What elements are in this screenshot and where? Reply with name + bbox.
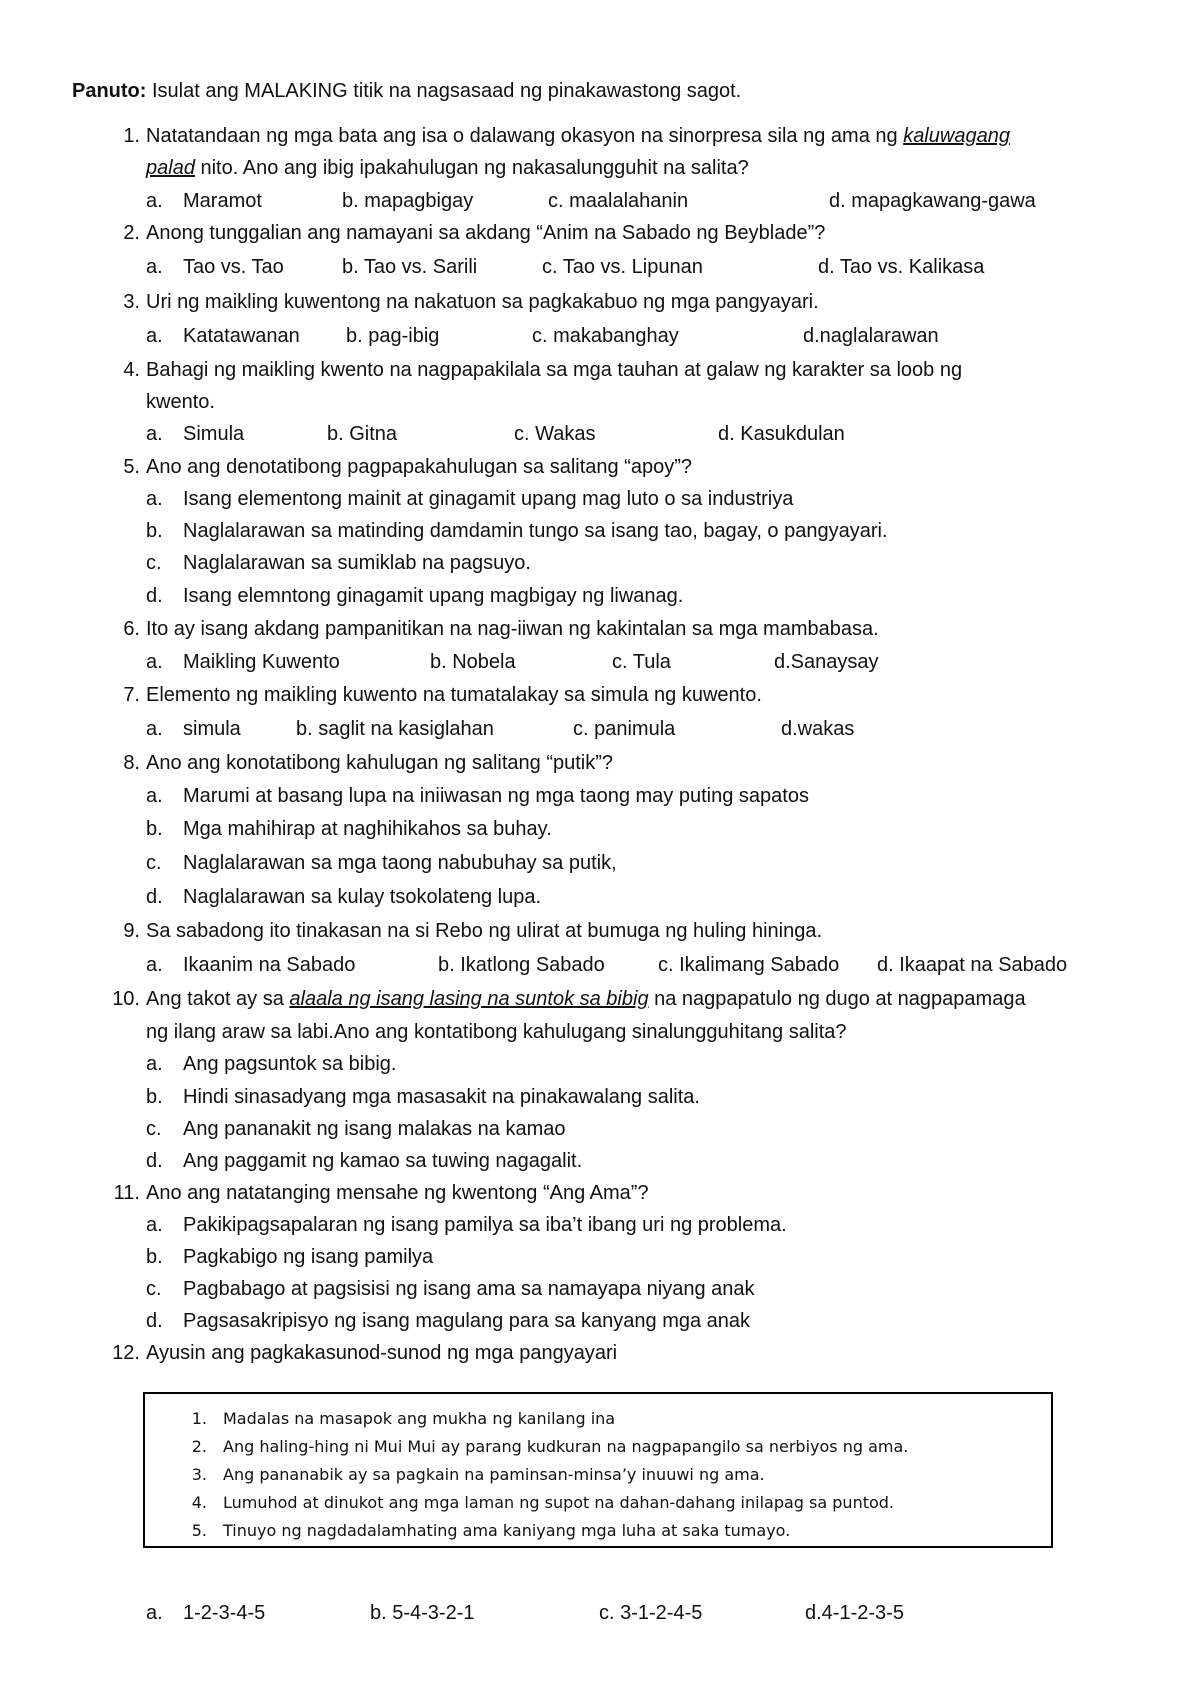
option-letter: b. (146, 1246, 163, 1268)
option-d: d.Sanaysay (774, 651, 879, 673)
option-b: Mga mahihirap at naghihikahos sa buhay. (183, 818, 552, 840)
question-text-part: na nagpapatulo ng dugo at nagpapamaga (648, 988, 1026, 1010)
option-a: Maikling Kuwento (183, 651, 340, 673)
option-c: Naglalarawan sa sumiklab na pagsuyo. (183, 552, 531, 574)
option-letter: a. (146, 488, 163, 510)
sequence-item (187, 1520, 1047, 1542)
option-letter: d. (146, 1150, 163, 1172)
question-text: Ano ang konotatibong kahulugan ng salitang “putik”? (146, 752, 614, 774)
question-text-line2: ng ilang araw sa labi.Ano ang kontatibong kahulugang sinalungguhitang salita? (146, 1021, 847, 1043)
option-b: b. Ikatlong Sabado (438, 954, 605, 976)
option-letter: a. (146, 325, 163, 347)
option-a: 1-2-3-4-5 (183, 1602, 266, 1624)
sequence-number: 1. (191, 1409, 207, 1428)
sequence-number: 2. (191, 1437, 207, 1456)
option-d: Pagsasakripisyo ng isang magulang para sa kanyang mga anak (183, 1310, 751, 1332)
option-a: Katatawanan (183, 325, 300, 347)
option-letter: a. (146, 954, 163, 976)
question-text-part: Natatandaan ng mga bata ang isa o dalawang okasyon na sinorpresa sila ng ama ng (146, 125, 904, 147)
question-text (146, 123, 1010, 149)
option-letter: a. (146, 651, 163, 673)
sequence-item (187, 1408, 1047, 1430)
option-a: Simula (183, 423, 245, 445)
question-text: Ano ang denotatibong pagpapakahulugan sa salitang “apoy”? (146, 456, 692, 478)
question-text: Anong tunggalian ang namayani sa akdang “Anim na Sabado ng Beyblade”? (146, 222, 826, 244)
question-number: 2. (123, 222, 140, 244)
question-text-part: Ang takot ay sa (146, 988, 290, 1010)
option-b: b. mapagbigay (342, 190, 474, 212)
option-letter: a. (146, 785, 163, 807)
question-number: 12. (112, 1342, 140, 1364)
question-text: Ito ay isang akdang pampanitikan na nag-iiwan ng kakintalan sa mga mambabasa. (146, 618, 879, 640)
option-b: b. Nobela (430, 651, 516, 673)
sequence-text: Ang haling-hing ni Mui Mui ay parang kudkuran na nagpapangilo sa nerbiyos ng ama. (223, 1437, 909, 1456)
option-a: Isang elementong mainit at ginagamit upang mag luto o sa industriya (183, 488, 794, 510)
option-letter: a. (146, 1602, 163, 1624)
option-letter: a. (146, 1053, 163, 1075)
option-letter: b. (146, 520, 163, 542)
question-number: 5. (123, 456, 140, 478)
option-d: d. mapagkawang-gawa (829, 190, 1036, 212)
option-a: Tao vs. Tao (183, 256, 284, 278)
question-text: Bahagi ng maikling kwento na nagpapakilala sa mga tauhan at galaw ng karakter sa loob ng (146, 359, 963, 381)
sequence-box (143, 1392, 1053, 1548)
option-letter: a. (146, 256, 163, 278)
option-a: Pakikipagsapalaran ng isang pamilya sa iba’t ibang uri ng problema. (183, 1214, 787, 1236)
option-letter: d. (146, 1310, 163, 1332)
question-number: 10. (112, 988, 140, 1010)
sequence-number: 4. (191, 1493, 207, 1512)
option-a: Ikaanim na Sabado (183, 954, 356, 976)
option-b: b. saglit na kasiglahan (296, 718, 494, 740)
option-c: c. panimula (573, 718, 676, 740)
instruction (72, 78, 741, 104)
question-text: Ayusin ang pagkakasunod-sunod ng mga pangyayari (146, 1342, 618, 1364)
option-letter: a. (146, 423, 163, 445)
option-d: d. Tao vs. Kalikasa (818, 256, 985, 278)
sequence-text: Lumuhod at dinukot ang mga laman ng supot na dahan-dahang inilapag sa puntod. (223, 1493, 895, 1512)
option-b: Naglalarawan sa matinding damdamin tungo sa isang tao, bagay, o pangyayari. (183, 520, 888, 542)
sequence-number: 5. (191, 1521, 207, 1540)
option-d: Isang elemntong ginagamit upang magbigay ng liwanag. (183, 585, 684, 607)
question-text: Uri ng maikling kuwentong na nakatuon sa pagkakabuo ng mga pangyayari. (146, 291, 819, 313)
question-text: Ano ang natatanging mensahe ng kwentong “Ang Ama”? (146, 1182, 649, 1204)
option-c: Pagbabago at pagsisisi ng isang ama sa namayapa niyang anak (183, 1278, 755, 1300)
instruction-label: Panuto: (72, 80, 147, 102)
option-b: b. pag-ibig (346, 325, 440, 347)
question-number: 6. (123, 618, 140, 640)
sequence-text: Ang pananabik ay sa pagkain na paminsan-minsa’y inuuwi ng ama. (223, 1465, 765, 1484)
option-b: Hindi sinasadyang mga masasakit na pinakawalang salita. (183, 1086, 700, 1108)
instruction-text: Isulat ang MALAKING titik na nagsasaad ng pinakawastong sagot. (146, 80, 742, 102)
question-text: Sa sabadong ito tinakasan na si Rebo ng ulirat at bumuga ng huling hininga. (146, 920, 823, 942)
option-b: b. Gitna (327, 423, 398, 445)
option-c: c. Wakas (514, 423, 596, 445)
question-text (146, 986, 1026, 1012)
option-letter: b. (146, 1086, 163, 1108)
sequence-text: Tinuyo ng nagdadalamhating ama kaniyang mga luha at saka tumayo. (223, 1521, 791, 1540)
option-letter: c. (146, 1278, 162, 1300)
option-b: Pagkabigo ng isang pamilya (183, 1246, 434, 1268)
option-letter: c. (146, 852, 162, 874)
option-letter: d. (146, 585, 163, 607)
sequence-item (187, 1436, 1047, 1458)
option-letter: d. (146, 886, 163, 908)
question-number: 4. (123, 359, 140, 381)
question-number: 11. (113, 1182, 140, 1204)
option-b: b. Tao vs. Sarili (342, 256, 478, 278)
option-c: c. Tao vs. Lipunan (542, 256, 703, 278)
question-number: 8. (123, 752, 140, 774)
option-letter: a. (146, 190, 163, 212)
sequence-item (187, 1464, 1047, 1486)
option-c: Ang pananakit ng isang malakas na kamao (183, 1118, 566, 1140)
option-d: d. Ikaapat na Sabado (877, 954, 1068, 976)
option-d: d.wakas (781, 718, 855, 740)
option-d: Ang paggamit ng kamao sa tuwing nagagalit. (183, 1150, 583, 1172)
option-letter: a. (146, 718, 163, 740)
option-c: c. maalalahanin (548, 190, 689, 212)
option-c: c. 3-1-2-4-5 (599, 1602, 703, 1624)
option-c: c. Tula (612, 651, 671, 673)
sequence-text: Madalas na masapok ang mukha ng kanilang ina (223, 1409, 616, 1428)
question-number: 7. (123, 684, 140, 706)
sequence-item (187, 1492, 1047, 1514)
option-d: d. Kasukdulan (718, 423, 845, 445)
question-text-part: nito. Ano ang ibig ipakahulugan ng nakasalungguhit na salita? (194, 157, 749, 179)
option-a: Marumi at basang lupa na iniiwasan ng mga taong may puting sapatos (183, 785, 809, 807)
option-c: c. makabanghay (532, 325, 679, 347)
option-c: Naglalarawan sa mga taong nabubuhay sa putik, (183, 852, 617, 874)
question-text-line2 (146, 155, 749, 181)
option-b: b. 5-4-3-2-1 (370, 1602, 475, 1624)
question-text: Elemento ng maikling kuwento na tumatalakay sa simula ng kuwento. (146, 684, 762, 706)
option-letter: c. (146, 552, 162, 574)
underlined-phrase: alaala ng isang lasing na suntok sa bibig (289, 988, 649, 1010)
option-letter: b. (146, 818, 163, 840)
sequence-number: 3. (191, 1465, 207, 1484)
option-d: Naglalarawan sa kulay tsokolateng lupa. (183, 886, 541, 908)
option-c: c. Ikalimang Sabado (658, 954, 840, 976)
underlined-phrase: palad (146, 157, 195, 179)
question-text-line2: kwento. (146, 391, 215, 413)
option-letter: c. (146, 1118, 162, 1140)
option-d: d.naglalarawan (803, 325, 939, 347)
question-number: 3. (123, 291, 140, 313)
question-number: 1. (123, 125, 140, 147)
option-a: simula (183, 718, 241, 740)
option-d: d.4-1-2-3-5 (805, 1602, 904, 1624)
option-a: Maramot (183, 190, 262, 212)
underlined-phrase: kaluwagang (903, 125, 1010, 147)
option-a: Ang pagsuntok sa bibig. (183, 1053, 397, 1075)
option-letter: a. (146, 1214, 163, 1236)
question-number: 9. (123, 920, 140, 942)
